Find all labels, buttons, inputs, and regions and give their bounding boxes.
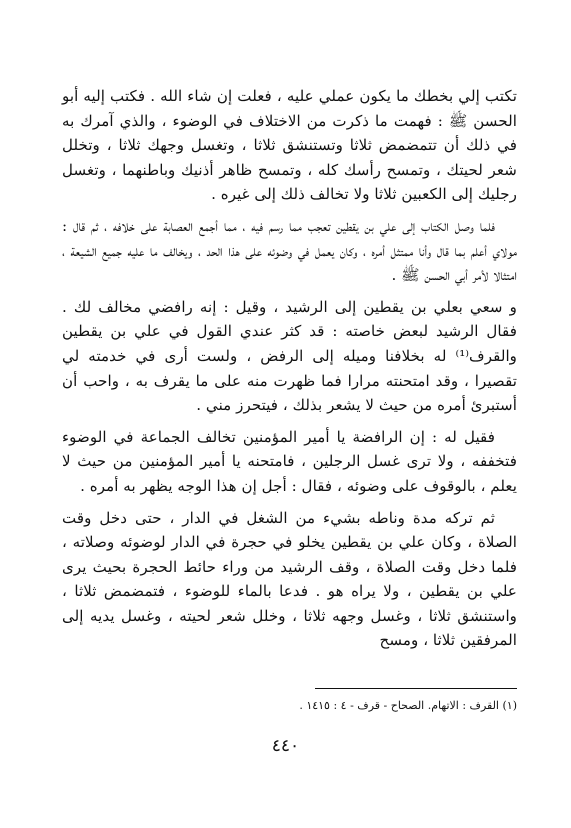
main-text — [62, 84, 517, 660]
paragraph-3: و سعي بعلي بن يقطين إلى الرشيد ، وقيل : إنه رافضي مخالف لك . فقال الرشيد لبعض خاصته : قد كثر عندي القول في علي بن يقطين والقرف⁽¹⁾ له بخلافنا وميله إلى الرفض ، ولست أرى في خدمته لي تقصيرا ، وقد امتحنته مرارا فما ظهرت منه على ما يقرف به ، واحب أن أستبرئ أمره من حيث لا يشعر بذلك ، فيتحرز مني . — [62, 297, 517, 415]
paragraph-4: فقيل له : إن الرافضة يا أمير المؤمنين تخالف الجماعة في الوضوء فتخففه ، ولا ترى غسل الرجلين ، فامتحنه يا أمير المؤمنين من حيث لا يعلم ، بالوقوف على وضوئه ، فقال : أجل إن هذا الوجه يظهر به أمره . — [62, 427, 517, 495]
paragraph-5: ثم تركه مدة وناطه بشيء من الشغل في الدار ، حتى دخل وقت الصلاة ، وكان علي بن يقطين يخلو في حجرة في الدار لوضوئه وصلاته ، فلما دخل وقت الصلاة ، وقف الرشيد من وراء حائط الحجرة بحيث يرى علي بن يقطين ، ولا يراه هو . فدعا بالماء للوضوء ، فتمضمض ثلاثا ، واستنشق ثلاثا ، وغسل وجهه ثلاثا ، وخلل شعر لحيته ، وغسل يديه إلى المرفقين ثلاثا ، ومسح — [62, 508, 517, 650]
footnote: (١) القرف : الاتهام. الصحاح - قرف - ٤ : ١٤١٥ . — [299, 699, 517, 712]
footnote-divider — [315, 688, 517, 689]
page-number: ٤٤٠ — [271, 736, 300, 756]
paragraph-1: تكتب إلي بخطك ما يكون عملي عليه ، فعلت إن شاء الله . فكتب إليه أبو الحسن ﷺ : فهمت ما ذكرت من الاختلاف في الوضوء ، والذي آمرك به في ذلك أن تتمضمض ثلاثا وتستنشق ثلاثا ، وتغسل وجهك ثلاثا ، وتخلل شعر لحيتك ، وتمسح رأسك كله ، وتمسح ظاهر أذنيك وباطنهما ، وتغسل رجليك إلى الكعبين ثلاثا ولا تخالف ذلك إلى غيره . — [62, 87, 517, 204]
paragraph-2: فلما وصل الكتاب إلى علي بن يقطين تعجب مما رسم فيه ، مما أجمع العصابة على خلافه ، ثم قال : مولاي أعلم بما قال وأنا ممتثل أمره ، وكان يعمل في وضوئه على هذا الحد ، ويخالف ما عليه جميع الشيعة ، امتثالا لأمر أبي الحسن ﷺ . — [62, 216, 517, 285]
